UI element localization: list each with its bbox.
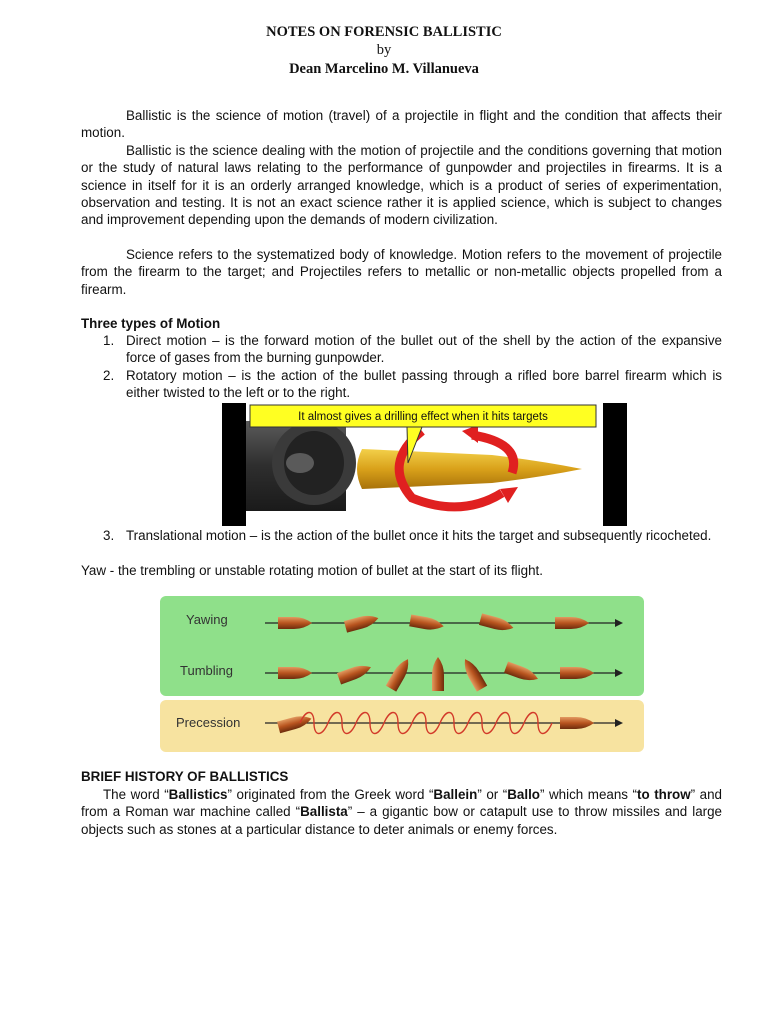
intro-paragraph-2: Ballistic is the science dealing with the motion of projectile and the conditions governing that motion or the study of natural laws relating to the performance of gunpowder and projectiles in firearms. It is a science in itself for it is an orderly arranged knowledge, which is a product of series of experimentation, observation and testing. It is not an exact science rather it is applied science, which is subject to changes and improvement depending upon the demands of modern civilization. bbox=[81, 143, 722, 228]
list-number: 2. bbox=[103, 368, 115, 383]
term-ballista: Ballista bbox=[300, 804, 348, 820]
list-text: Direct motion – is the forward motion of the bullet out of the shell by the action of the expansive force of gases from the burning gunpowder. bbox=[126, 333, 722, 366]
right-frame-bar bbox=[603, 403, 627, 526]
row-label-tumbling: Tumbling bbox=[180, 663, 233, 678]
term-to-throw: to throw bbox=[637, 787, 691, 802]
row-label-precession: Precession bbox=[176, 715, 241, 730]
intro-paragraph-1: Ballistic is the science of motion (travel) of a projectile in flight and the condition that affects their motion. bbox=[81, 108, 722, 141]
document-author: Dean Marcelino M. Villanueva bbox=[289, 61, 479, 77]
left-frame-bar bbox=[222, 403, 246, 526]
term-ballein: Ballein bbox=[433, 787, 478, 802]
document-title: NOTES ON FORENSIC BALLISTIC bbox=[266, 24, 502, 40]
document-by: by bbox=[376, 42, 392, 58]
row-label-yawing: Yawing bbox=[186, 612, 228, 627]
yaw-tumbling-precession-figure bbox=[160, 596, 644, 752]
list-text: Rotatory motion – is the action of the bullet passing through a rifled bore barrel firearm which is either twisted to the left or to the right. bbox=[126, 368, 722, 401]
term-ballo: Ballo bbox=[507, 787, 540, 802]
list-text: Translational motion – is the action of the bullet once it hits the target and subsequently ricocheted. bbox=[126, 528, 712, 543]
history-paragraph: The word “Ballistics” originated from the Greek word “Ballein” or “Ballo” which means “to throw” and from a Roman war machine called “Ballista” – a gigantic bow or catapult use to throw missiles and large objects such as stones at a particular distance to deter animals or enemy forces. bbox=[81, 787, 722, 837]
history-heading: BRIEF HISTORY OF BALLISTICS bbox=[81, 769, 289, 784]
list-number: 1. bbox=[103, 333, 115, 348]
motion-heading: Three types of Motion bbox=[81, 316, 221, 331]
yaw-definition: Yaw - the trembling or unstable rotating motion of bullet at the start of its flight. bbox=[81, 563, 543, 578]
intro-paragraph-3: Science refers to the systematized body of knowledge. Motion refers to the movement of projectile from the firearm to the target; and Projectiles refers to metallic or non-metallic objects propelled from a firearm. bbox=[81, 247, 722, 297]
figure-caption: It almost gives a drilling effect when it hits targets bbox=[298, 411, 548, 423]
list-number: 3. bbox=[103, 528, 115, 543]
rotatory-motion-figure bbox=[222, 403, 627, 526]
term-ballistics: Ballistics bbox=[168, 787, 228, 802]
